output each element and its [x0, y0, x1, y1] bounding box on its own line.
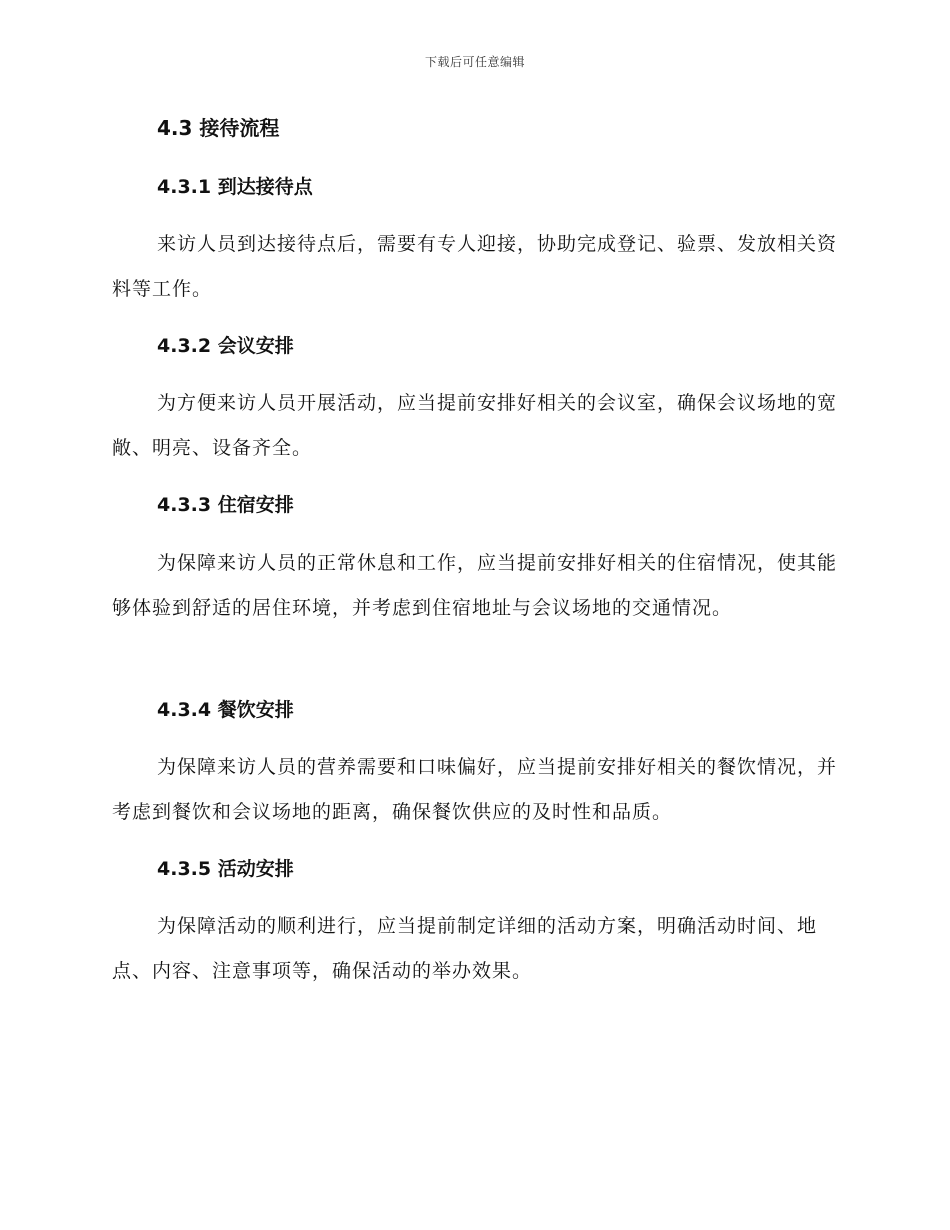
subsection-title-meeting: 4.3.2 会议安排 — [157, 335, 294, 357]
subsection-body-dining: 为保障来访人员的营养需要和口味偏好，应当提前安排好相关的餐饮情况，并考虑到餐饮和会议场地的距离，确保餐饮供应的及时性和品质。 — [112, 756, 838, 823]
subsection-title-arrival: 4.3.1 到达接待点 — [157, 176, 313, 198]
subsection-title-activity: 4.3.5 活动安排 — [157, 858, 294, 880]
section-title: 4.3 接待流程 — [157, 116, 280, 140]
subsection-title-lodging: 4.3.3 住宿安排 — [157, 494, 294, 516]
subsection-body-activity: 为保障活动的顺利进行，应当提前制定详细的活动方案，明确活动时间、地点、内容、注意事项等，确保活动的举办效果。 — [112, 915, 818, 982]
subsection-body-arrival: 来访人员到达接待点后，需要有专人迎接，协助完成登记、验票、发放相关资料等工作。 — [112, 233, 838, 300]
page-header-note: 下载后可任意编辑 — [424, 55, 525, 69]
subsection-body-lodging: 为保障来访人员的正常休息和工作，应当提前安排好相关的住宿情况，使其能够体验到舒适的居住环境，并考虑到住宿地址与会议场地的交通情况。 — [112, 552, 838, 619]
subsection-body-meeting: 为方便来访人员开展活动，应当提前安排好相关的会议室，确保会议场地的宽敞、明亮、设备齐全。 — [112, 392, 838, 459]
subsection-title-dining: 4.3.4 餐饮安排 — [157, 699, 294, 721]
